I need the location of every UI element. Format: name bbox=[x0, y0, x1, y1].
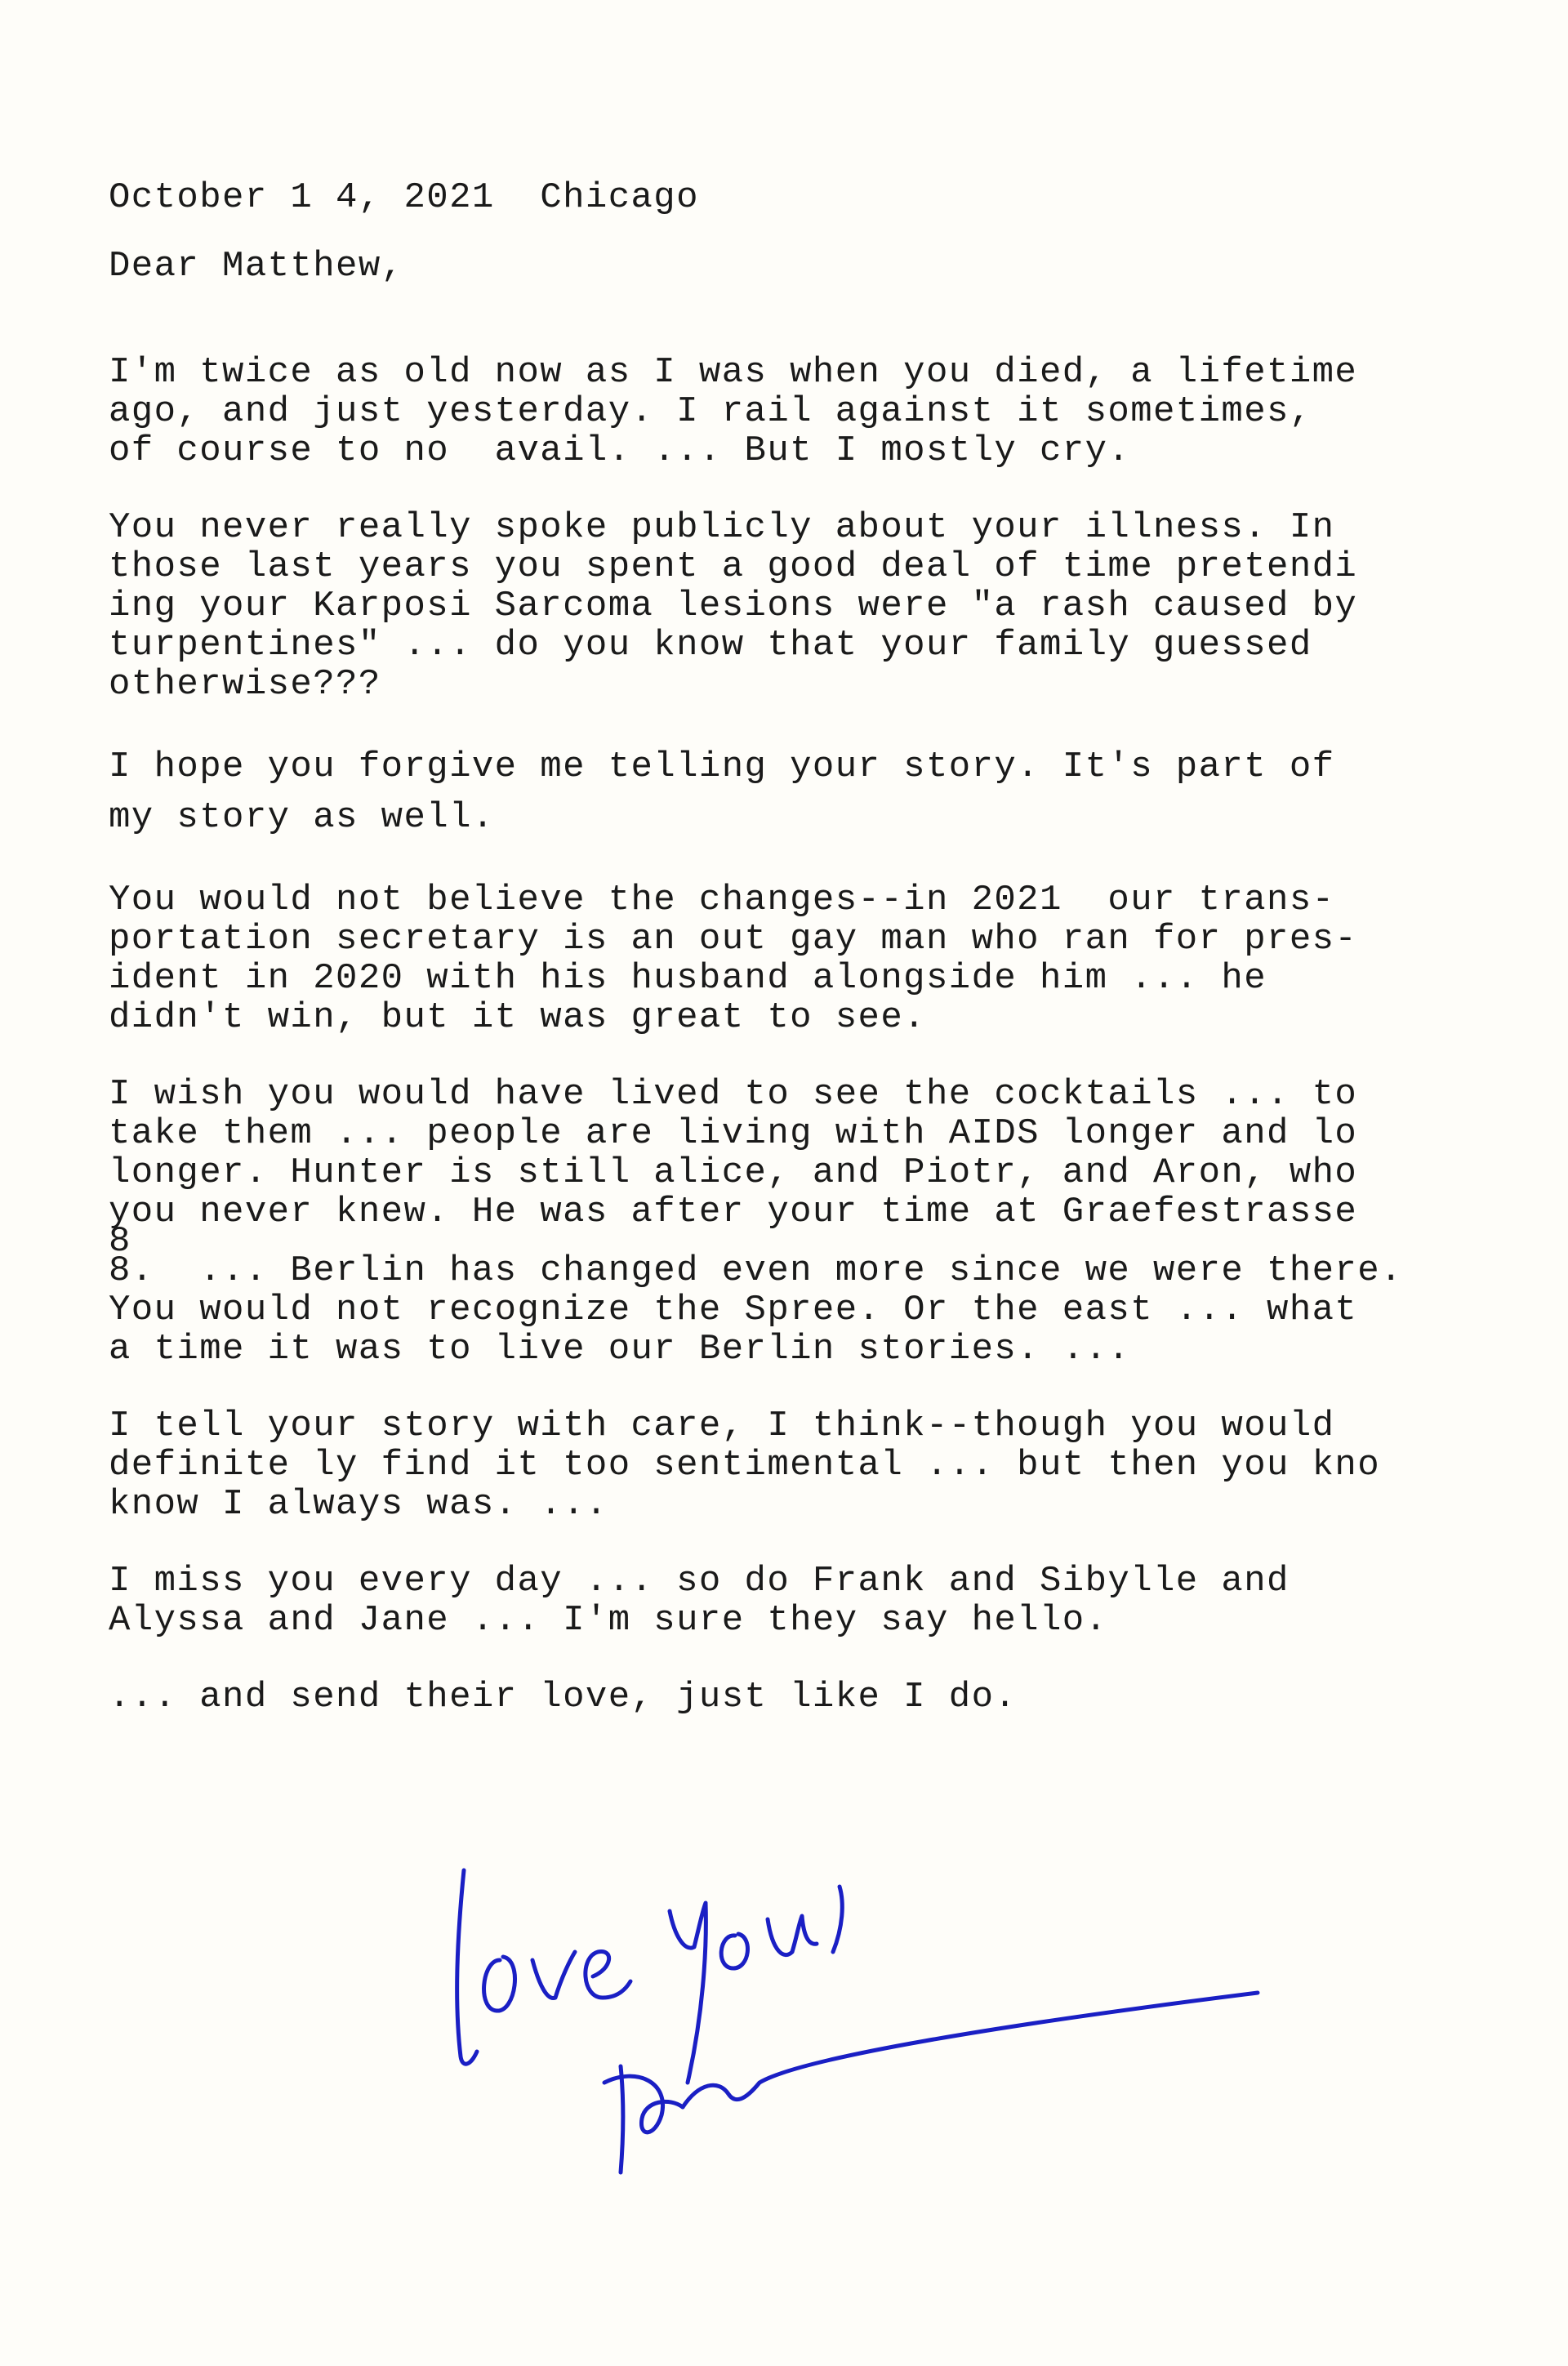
text-line: a time it was to live our Berlin stories. ... bbox=[109, 1329, 1131, 1370]
text-line: definite ly find it too sentimental ... but then you kno bbox=[109, 1445, 1381, 1486]
text-line: I'm twice as old now as I was when you died, a lifetime bbox=[109, 352, 1358, 393]
text-line: ing your Karposi Sarcoma lesions were "a rash caused by bbox=[109, 586, 1358, 626]
date-line: October 1 4, 2021 Chicago bbox=[109, 177, 699, 218]
text-line: you never knew. He was after your time at Graefestrasse bbox=[109, 1192, 1358, 1232]
text-line: turpentines" ... do you know that your family guessed bbox=[109, 625, 1312, 666]
text-line: ... and send their love, just like I do. bbox=[109, 1677, 1018, 1718]
text-line: You would not believe the changes--in 2021 our trans- bbox=[109, 880, 1335, 920]
text-line: Alyssa and Jane ... I'm sure they say hello. bbox=[109, 1600, 1108, 1641]
text-line: 8 bbox=[109, 1221, 131, 1262]
paragraph-6 bbox=[109, 1406, 1464, 1524]
text-line: ago, and just yesterday. I rail against it sometimes, bbox=[109, 391, 1312, 432]
text-line: those last years you spent a good deal of time pretendi bbox=[109, 546, 1358, 587]
text-line: You never really spoke publicly about your illness. In bbox=[109, 507, 1335, 548]
paragraph-2 bbox=[109, 508, 1464, 704]
text-line: You would not recognize the Spree. Or the east ... what bbox=[109, 1290, 1358, 1330]
text-line: I tell your story with care, I think--though you would bbox=[109, 1406, 1335, 1446]
text-line: otherwise??? bbox=[109, 664, 381, 705]
text-line: know I always was. ... bbox=[109, 1484, 608, 1525]
text-line: I miss you every day ... so do Frank and Sibylle and bbox=[109, 1561, 1290, 1602]
paragraph-1 bbox=[109, 353, 1464, 470]
text-line: 8. ... Berlin has changed even more since we were there. bbox=[109, 1250, 1403, 1291]
handwritten-signature bbox=[425, 1838, 1282, 2181]
text-line: longer. Hunter is still alice, and Piotr, and Aron, who bbox=[109, 1152, 1358, 1193]
text-line: my story as well. bbox=[109, 797, 495, 838]
text-line: of course to no avail. ... But I mostly cry. bbox=[109, 430, 1131, 471]
salutation: Dear Matthew, bbox=[109, 246, 404, 287]
signature-drawing bbox=[425, 1838, 1282, 2181]
text-line: portation secretary is an out gay man who ran for pres- bbox=[109, 919, 1358, 960]
paragraph-7 bbox=[109, 1562, 1464, 1640]
paragraph-5 bbox=[109, 1075, 1464, 1369]
text-line: I wish you would have lived to see the cocktails ... to bbox=[109, 1074, 1358, 1115]
text-line: I hope you forgive me telling your story. It's part of bbox=[109, 746, 1335, 787]
paragraph-8 bbox=[109, 1678, 1464, 1717]
text-line: didn't win, but it was great to see. bbox=[109, 997, 926, 1038]
typed-letter bbox=[109, 178, 1464, 1754]
text-line: ident in 2020 with his husband alongside him ... he bbox=[109, 958, 1267, 999]
paragraph-4 bbox=[109, 880, 1464, 1037]
paragraph-3 bbox=[109, 742, 1464, 843]
text-line: take them ... people are living with AIDS longer and lo bbox=[109, 1113, 1358, 1154]
